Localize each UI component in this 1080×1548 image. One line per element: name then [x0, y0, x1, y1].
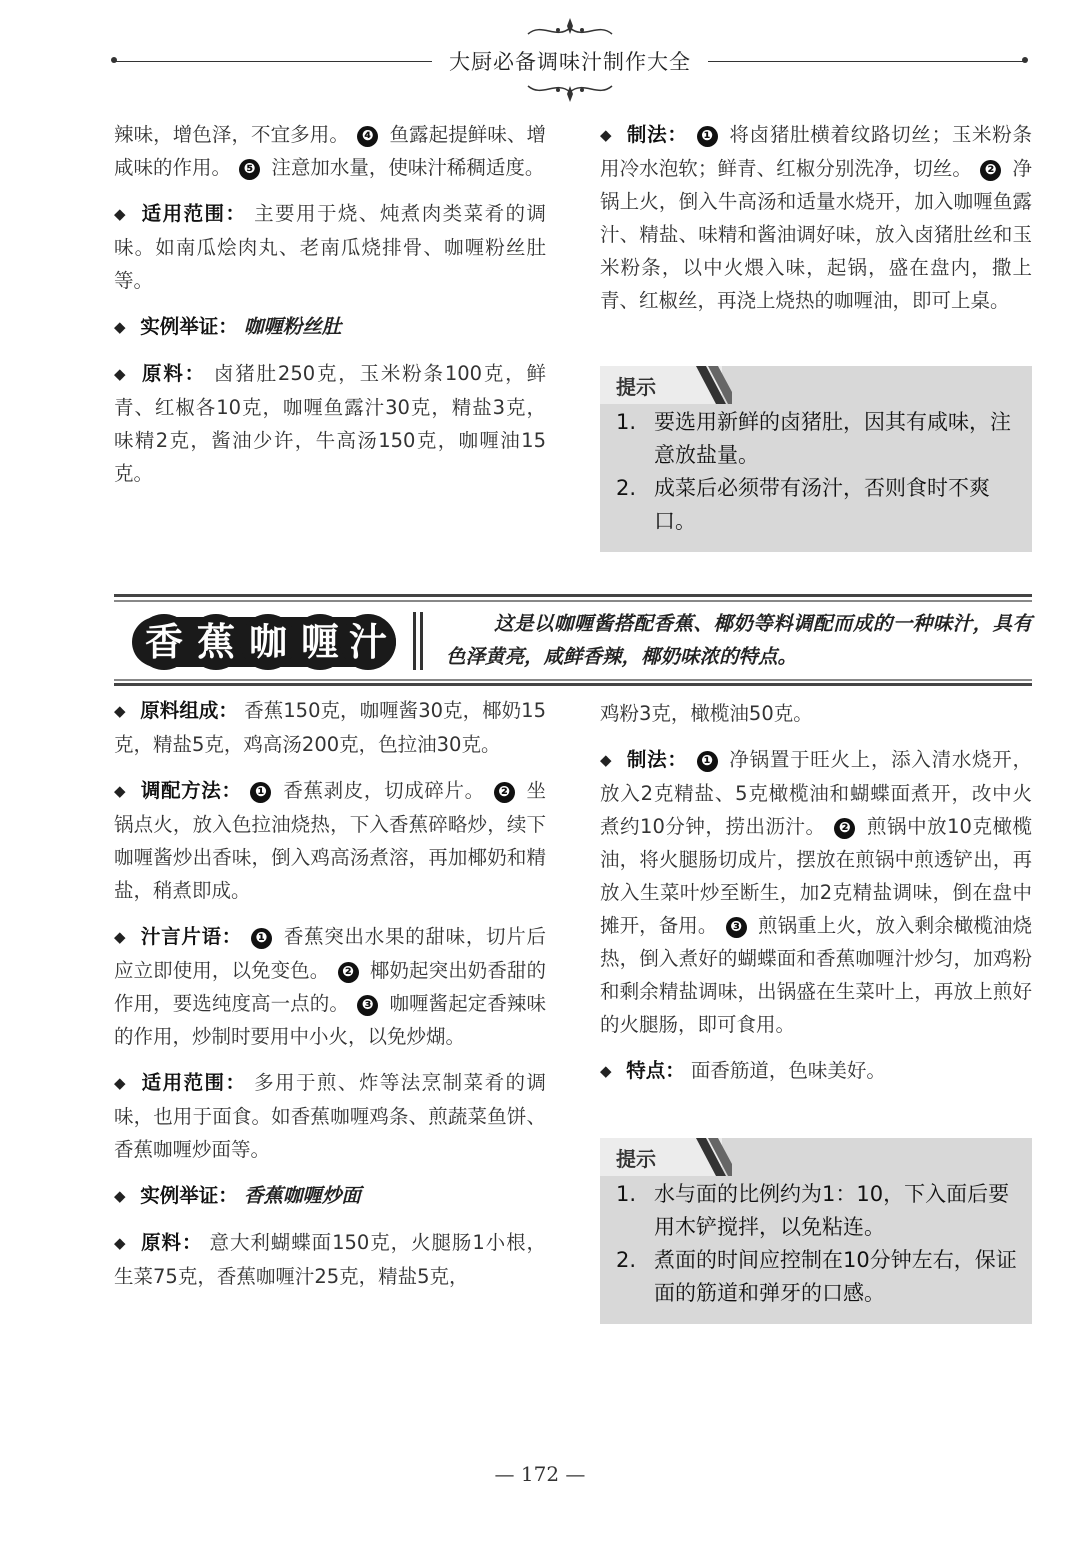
page-number: — 172 — — [494, 1462, 586, 1486]
tip-item-text: 成菜后必须带有汤汁，否则食时不爽口。 — [654, 476, 990, 533]
title-char: 汁 — [340, 614, 396, 670]
section-title-badge — [132, 611, 396, 673]
continued-paragraph — [114, 118, 546, 184]
section-rule-top — [114, 594, 1032, 597]
example-label: 实例举证： — [140, 1184, 238, 1207]
preparation-step-1: 香蕉剥皮，切成碎片。 — [283, 779, 485, 802]
example-label: 实例举证： — [140, 315, 238, 338]
example-dish-name: 香蕉咖喱炒面 — [243, 1184, 361, 1207]
tip-item — [616, 1178, 1020, 1244]
title-char: 咖 — [240, 614, 296, 670]
step-number-2-icon: ❷ — [494, 782, 515, 803]
head-rule-left — [114, 61, 432, 62]
tip-item — [616, 472, 1020, 538]
ingredients-text: 意大利蝴蝶面150克，火腿肠1小根，生菜75克，香蕉咖喱汁25克，精盐5克， — [114, 1231, 546, 1288]
diamond-bullet-icon: ◆ — [114, 1074, 126, 1092]
features-paragraph — [600, 1054, 1032, 1088]
tip-stripes-icon — [692, 366, 732, 404]
bottom-right-column — [600, 697, 1032, 1101]
ingredients-paragraph — [114, 357, 546, 490]
title-divider-bar — [413, 612, 416, 670]
note-3: 咖喱酱起定香辣味的作用，炒制时要用中小火，以免炒煳。 — [114, 992, 546, 1048]
title-divider-bar — [420, 612, 423, 670]
step-number-3-icon: ❸ — [726, 917, 747, 938]
tip-item-text: 煮面的时间应控制在10分钟左右，保证面的筋道和弹牙的口感。 — [654, 1248, 1017, 1305]
note-1: 香蕉突出水果的甜味，切片后应立即使用，以免变色。 — [114, 925, 546, 982]
tip-label: 提示 — [616, 375, 656, 399]
features-text: 面香筋道，色味美好。 — [690, 1059, 886, 1082]
step-number-4-icon: ❹ — [357, 126, 378, 147]
method-paragraph — [600, 118, 1032, 317]
step-number-2-icon: ❷ — [980, 160, 1001, 181]
tip-item — [616, 406, 1020, 472]
method-paragraph — [600, 743, 1032, 1041]
notes-label: 汁言片语： — [140, 925, 243, 948]
example-paragraph — [114, 1179, 546, 1213]
diamond-bullet-icon: ◆ — [114, 1234, 126, 1252]
method-step-2: 净锅上火，倒入牛高汤和适量水烧开，加入咖喱鱼露汁、精盐、味精和酱油调好味，放入卤猪肚丝和玉米粉条，以中火煨入味，起锅，盛在盘内，撒上青、红椒丝，再浇上烧热的咖喱油，即可上桌。 — [600, 157, 1032, 312]
cont-text-a: 辣味，增色泽，不宜多用。 — [114, 123, 349, 146]
notes-paragraph — [114, 920, 546, 1053]
diamond-bullet-icon: ◆ — [114, 782, 126, 800]
running-head-title: 大厨必备调味汁制作大全 — [449, 50, 691, 74]
composition-paragraph — [114, 694, 546, 761]
cont-text-c: 注意加水量，使味汁稀稠适度。 — [271, 156, 545, 179]
preparation-step-2: 坐锅点火，放入色拉油烧热，下入香蕉碎略炒，续下咖喱酱炒出香味，倒入鸡高汤煮溶，再加椰奶和精盐，稍煮即成。 — [114, 779, 547, 902]
tip-list — [616, 406, 1020, 538]
tip-list — [616, 1178, 1020, 1310]
bottom-left-column — [114, 694, 546, 1306]
diamond-bullet-icon: ◆ — [600, 126, 612, 144]
diamond-bullet-icon: ◆ — [600, 751, 612, 769]
ingredients-paragraph — [114, 1226, 546, 1293]
section-rule-bottom-thin — [114, 679, 1032, 681]
scope-label: 适用范围： — [141, 202, 247, 225]
tip-label: 提示 — [616, 1147, 656, 1171]
note-2: 椰奶起突出奶香甜的作用，要选纯度高一点的。 — [114, 959, 546, 1015]
method-step-3: 煎锅重上火，放入剩余橄榄油烧热，倒入煮好的蝴蝶面和香蕉咖喱汁炒匀，加鸡粉和剩余精盐调味，出锅盛在生菜叶上，再放上煎好的火腿肠，即可食用。 — [600, 914, 1032, 1036]
composition-text: 香蕉150克，咖喱酱30克，椰奶15克，精盐5克，鸡高汤200克，色拉油30克。 — [114, 699, 547, 756]
head-rule-right — [708, 61, 1026, 62]
section-rule-bottom — [114, 683, 1032, 686]
method-label: 制法： — [626, 748, 688, 771]
ornament-bottom-icon — [520, 78, 620, 106]
diamond-bullet-icon: ◆ — [114, 928, 126, 946]
tip-item-text: 要选用新鲜的卤猪肚，因其有咸味，注意放盐量。 — [654, 410, 1011, 467]
ingredients-text: 卤猪肚250克，玉米粉条100克，鲜青、红椒各10克，咖喱鱼露汁30克，精盐3克，味精2克，酱油少许，牛高汤150克，咖喱油15克。 — [114, 362, 546, 485]
ingredients-label: 原料： — [142, 362, 206, 385]
head-rule-dot-right — [1022, 57, 1028, 63]
top-right-column — [600, 118, 1032, 330]
preparation-label: 调配方法： — [140, 779, 242, 802]
title-char: 蕉 — [188, 614, 244, 670]
diamond-bullet-icon: ◆ — [114, 318, 126, 336]
step-number-2-icon: ❷ — [338, 962, 359, 983]
running-head — [0, 14, 1080, 104]
scope-text: 多用于煎、炸等法烹制菜肴的调味，也用于面食。如香蕉咖喱鸡条、煎蔬菜鱼饼、香蕉咖喱炒面等。 — [114, 1071, 546, 1161]
section-rule-top-thin — [114, 600, 1032, 602]
diamond-bullet-icon: ◆ — [600, 1062, 612, 1080]
composition-label: 原料组成： — [140, 699, 238, 722]
diamond-bullet-icon: ◆ — [114, 365, 126, 383]
ingredients-label: 原料： — [141, 1231, 203, 1254]
tip-item-text: 水与面的比例约为1：10，下入面后要用木铲搅拌，以免粘连。 — [654, 1182, 1010, 1239]
tip-item-number: 2. — [616, 476, 637, 500]
title-char: 香 — [136, 614, 192, 670]
tip-item-number: 2. — [616, 1248, 637, 1272]
diamond-bullet-icon: ◆ — [114, 205, 126, 223]
tip-item-number: 1. — [616, 1182, 637, 1206]
features-label: 特点： — [626, 1059, 685, 1082]
cont-text-b: 鱼露起提鲜味、增咸味的作用。 — [114, 123, 546, 179]
step-number-1-icon: ❶ — [250, 782, 271, 803]
method-label: 制法： — [626, 123, 688, 146]
top-left-column — [114, 118, 546, 503]
scope-paragraph — [114, 1066, 546, 1166]
scope-text: 主要用于烧、炖煮肉类菜肴的调味。如南瓜烩肉丸、老南瓜烧排骨、咖喱粉丝肚等。 — [114, 202, 546, 292]
preparation-paragraph — [114, 774, 546, 907]
tip-item-number: 1. — [616, 410, 637, 434]
method-step-1: 净锅置于旺火上，添入清水烧开，放入2克精盐、5克橄榄油和蝴蝶面煮开，改中火煮约10分钟，捞出沥汁。 — [600, 748, 1032, 838]
head-rule-dot-left — [111, 57, 117, 63]
example-paragraph — [114, 310, 546, 344]
scope-label: 适用范围： — [141, 1071, 247, 1094]
method-step-1: 将卤猪肚横着纹路切丝；玉米粉条用冷水泡软；鲜青、红椒分别洗净，切丝。 — [600, 123, 1032, 180]
example-dish-name: 咖喱粉丝肚 — [243, 315, 342, 338]
step-number-2-icon: ❷ — [834, 818, 855, 839]
title-char: 喱 — [292, 614, 348, 670]
step-number-1-icon: ❶ — [251, 928, 272, 949]
step-number-5-icon: ❺ — [239, 159, 260, 180]
tip-box-bottom — [600, 1138, 1032, 1324]
tip-box-top — [600, 366, 1032, 552]
method-step-2: 煎锅中放10克橄榄油，将火腿肠切成片，摆放在煎锅中煎透铲出，再放入生菜叶炒至断生，加2克精盐调味，倒在盘中摊开，备用。 — [600, 815, 1032, 937]
step-number-1-icon: ❶ — [697, 751, 718, 772]
ornament-top-icon — [520, 14, 620, 42]
step-number-3-icon: ❸ — [357, 995, 378, 1016]
ingredients-continued: 鸡粉3克，橄榄油50克。 — [600, 702, 813, 725]
section-intro: 这是以咖喱酱搭配香蕉、椰奶等料调配而成的一种味汁，具有色泽黄亮，咸鲜香辣，椰奶味浓的特点。 — [446, 612, 1032, 668]
scope-paragraph — [114, 197, 546, 297]
tip-stripes-icon — [692, 1138, 732, 1176]
tip-item — [616, 1244, 1020, 1310]
diamond-bullet-icon: ◆ — [114, 1187, 126, 1205]
step-number-1-icon: ❶ — [697, 126, 718, 147]
diamond-bullet-icon: ◆ — [114, 702, 126, 720]
